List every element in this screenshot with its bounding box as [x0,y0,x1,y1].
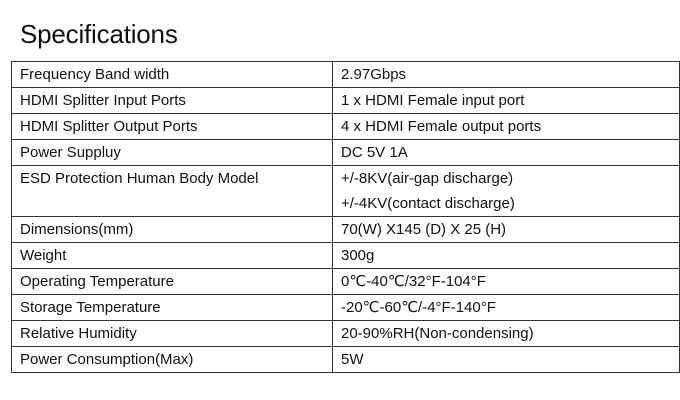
spec-value-cell [333,321,680,347]
spec-value: 70(W) X145 (D) X 25 (H) [341,221,507,238]
spec-value: DC 5V 1A [341,144,408,161]
specifications-table-body [12,62,680,373]
spec-value: +/-4KV(contact discharge) [341,195,515,212]
spec-name: Power Consumption(Max) [12,347,333,373]
spec-row [12,243,680,269]
spec-row [12,347,680,373]
page-title: Specifications [20,19,178,49]
spec-value-cell [333,114,680,140]
spec-value: 1 x HDMI Female input port [341,92,525,109]
spec-value: 4 x HDMI Female output ports [341,118,542,135]
spec-value-cell [333,88,680,114]
spec-name: Relative Humidity [12,321,333,347]
spec-name: Storage Temperature [12,295,333,321]
spec-row [12,88,680,114]
spec-value-cell [333,62,680,88]
spec-value: 0℃-40℃/32°F-104°F [341,273,486,290]
spec-row [12,321,680,347]
spec-name: Dimensions(mm) [12,217,333,243]
spec-name: Frequency Band width [12,62,333,88]
spec-value: -20℃-60℃/-4°F-140°F [341,299,496,316]
spec-row [12,114,680,140]
spec-name: HDMI Splitter Input Ports [12,88,333,114]
spec-name: Operating Temperature [12,269,333,295]
spec-name: Power Suppluy [12,140,333,166]
spec-value: 2.97Gbps [341,66,407,83]
spec-row [12,62,680,88]
spec-value: 300g [341,247,375,264]
spec-value-cell [333,295,680,321]
spec-row [12,217,680,243]
spec-value-cell [333,140,680,166]
spec-value: +/-8KV(air-gap discharge) [341,170,514,187]
spec-row [12,140,680,166]
spec-value-cell [333,166,680,217]
specifications-table [11,61,680,373]
spec-row [12,269,680,295]
spec-value: 20-90%RH(Non-condensing) [341,325,534,342]
spec-name: ESD Protection Human Body Model [12,166,333,217]
spec-row [12,166,680,217]
spec-value: 5W [341,351,364,368]
spec-name: Weight [12,243,333,269]
spec-row [12,295,680,321]
spec-value-cell [333,217,680,243]
spec-value-cell [333,243,680,269]
spec-value-cell [333,269,680,295]
spec-name: HDMI Splitter Output Ports [12,114,333,140]
spec-value-cell [333,347,680,373]
